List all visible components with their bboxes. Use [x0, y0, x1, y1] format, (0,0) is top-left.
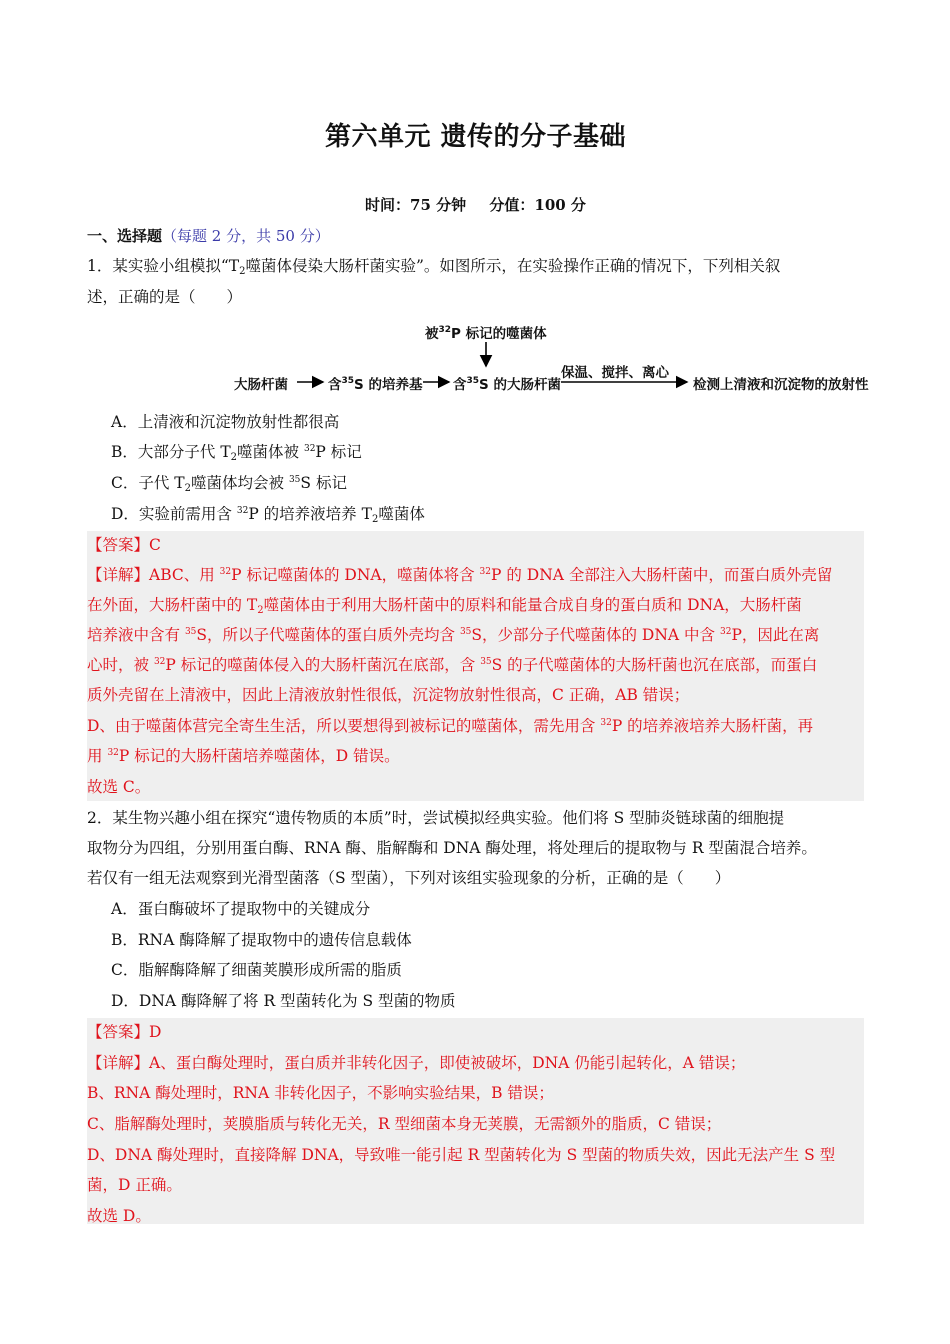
explain-sup: 32 [219, 567, 232, 577]
q1-option-b [111, 442, 362, 462]
diagram-step-label: 保温、搅拌、离心 [561, 365, 669, 381]
diagram-sup: 35 [341, 376, 355, 386]
diagram-sup: 32 [438, 325, 452, 335]
exam-time: 时间：75 分钟 [365, 196, 467, 214]
section-heading [87, 225, 330, 246]
explain-text: P 标记的噬菌体侵入的大肠杆菌沉在底部，含 [165, 656, 481, 674]
option-sup: 32 [303, 444, 316, 454]
q2-stem-line-2: 取物分为四组，分别用蛋白酶、RNA 酶、脂解酶和 DNA 酶处理，将处理后的提取物与 R 型菌混合培养。 [87, 839, 817, 857]
explain-sup: 32 [479, 567, 491, 577]
q1-stem-text: 噬菌体侵染大肠杆菌实验”。如图所示，在实验操作正确的情况下，下列相关叙 [245, 257, 781, 275]
q1-explain-line [87, 625, 819, 645]
explain-text: S 的子代噬菌体的大肠杆菌也沉在底部，而蛋白 [491, 656, 818, 674]
explain-text: D、由于噬菌体营完全寄生生活，所以要想得到被标记的噬菌体，需先用含 [87, 717, 601, 735]
explain-text: 培养液中含有 [87, 626, 185, 644]
exam-meta [87, 194, 864, 215]
exam-score: 分值：100 分 [489, 196, 586, 214]
q1-option-c [111, 473, 347, 493]
option-text: P 标记 [315, 443, 362, 461]
diagram-text: 含 [328, 377, 342, 393]
diagram-node-medium [328, 373, 422, 393]
explain-text: S，所以子代噬菌体的蛋白质外壳均含 [196, 626, 460, 644]
diagram-sup: 35 [466, 376, 480, 386]
option-sup: 32 [236, 506, 249, 516]
explain-text: 心时，被 [87, 656, 154, 674]
q1-experiment-diagram [147, 318, 869, 398]
q2-answer: 【答案】D [87, 1023, 162, 1041]
q2-explain-line: 【详解】A、蛋白酶处理时，蛋白质并非转化因子，即使被破坏，DNA 仍能引起转化，A 错误； [87, 1054, 746, 1072]
q1-stem-line-2: 述，正确的是（ ） [87, 288, 243, 306]
explain-text: 在外面，大肠杆菌中的 T [87, 596, 258, 614]
diagram-text: 含 [453, 377, 467, 393]
option-text: B．大部分子代 T [111, 443, 231, 461]
section-note: （每题 2 分，共 50 分） [162, 227, 330, 245]
diagram-top-label [425, 322, 547, 342]
q2-stem-line-3: 若仅有一组无法观察到光滑型菌落（S 型菌），下列对该组实验现象的分析，正确的是（ ） [87, 869, 731, 887]
explain-sup: 32 [153, 657, 166, 667]
q1-explain-line [87, 716, 813, 736]
option-text: D．实验前需用含 [111, 505, 237, 523]
explain-text: P 的培养液培养大肠杆菌，再 [611, 717, 814, 735]
q1-stem-text: 1．某实验小组模拟“T [87, 257, 240, 275]
q2-stem-line-1: 2．某生物兴趣小组在探究“遗传物质的本质”时，尝试模拟经典实验。他们将 S 型肺炎链球菌的细胞提 [87, 809, 785, 827]
explain-sup: 32 [107, 748, 119, 758]
explain-sup: 35 [459, 627, 472, 637]
diagram-node-labeled-ecoli [453, 373, 561, 393]
option-sub: 2 [371, 514, 379, 525]
q2-option-d: D．DNA 酶降解了将 R 型菌转化为 S 型菌的物质 [111, 992, 456, 1010]
option-text: S 标记 [300, 474, 347, 492]
q1-option-a: A．上清液和沉淀物放射性都很高 [111, 413, 340, 431]
explain-text: P，因此在离 [731, 626, 820, 644]
q2-option-a: A．蛋白酶破坏了提取物中的关键成分 [111, 900, 371, 918]
q2-option-b: B．RNA 酶降解了提取物中的遗传信息载体 [111, 931, 412, 949]
explain-sup: 35 [480, 657, 492, 667]
diagram-text: S 的培养基 [354, 377, 423, 393]
q1-explain-line [87, 746, 400, 766]
diagram-text: S 的大肠杆菌 [479, 377, 561, 393]
q1-explain-line [87, 595, 802, 615]
q2-explain-line: C、脂解酶处理时，荚膜脂质与转化无关，R 型细菌本身无荚膜，无需额外的脂质，C 错误； [87, 1115, 722, 1133]
explain-text: 【详解】ABC、用 [87, 566, 220, 584]
option-sup: 35 [288, 475, 301, 485]
page-title: 第六单元 遗传的分子基础 [324, 122, 627, 152]
q1-explain-line [87, 565, 832, 585]
explain-sup: 32 [719, 627, 732, 637]
q1-stem-sub: 2 [239, 266, 246, 277]
option-text: 噬菌体被 [237, 443, 304, 461]
q1-option-d [111, 504, 425, 524]
option-text: P 的培养液培养 T [248, 505, 372, 523]
option-sub: 2 [184, 483, 192, 494]
q2-conclusion: 故选 D。 [87, 1207, 151, 1225]
q2-explain-line: D、DNA 酶处理时，直接降解 DNA，导致唯一能引起 R 型菌转化为 S 型菌的物质失效，因此无法产生 S 型 [87, 1146, 836, 1164]
diagram-text: 被 [425, 326, 439, 342]
explain-text: P 的 DNA 全部注入大肠杆菌中，而蛋白质外壳留 [490, 566, 833, 584]
explain-sub: 2 [257, 605, 264, 616]
explain-text: 用 [87, 747, 108, 765]
explain-sup: 32 [600, 718, 612, 728]
q2-explain-line: B、RNA 酶处理时，RNA 非转化因子，不影响实验结果，B 错误； [87, 1084, 554, 1102]
q2-option-c: C．脂解酶降解了细菌荚膜形成所需的脂质 [111, 961, 402, 979]
q1-conclusion: 故选 C。 [87, 778, 151, 796]
q1-explain-line: 质外壳留在上清液中，因此上清液放射性很低，沉淀物放射性很高，C 正确，AB 错误； [87, 686, 690, 704]
option-text: 噬菌体均会被 [191, 474, 289, 492]
diagram-node-ecoli: 大肠杆菌 [234, 377, 288, 393]
explain-text: 噬菌体由于利用大肠杆菌中的原料和能量合成自身的蛋白质和 DNA，大肠杆菌 [263, 596, 802, 614]
q2-explain-line: 菌，D 正确。 [87, 1176, 182, 1194]
section-title: 一、选择题 [87, 227, 163, 245]
explain-text: P 标记的大肠杆菌培养噬菌体，D 错误。 [118, 747, 400, 765]
explain-text: S，少部分子代噬菌体的 DNA 中含 [471, 626, 720, 644]
explain-text: P 标记噬菌体的 DNA，噬菌体将含 [231, 566, 480, 584]
option-sub: 2 [230, 452, 238, 463]
q1-stem-line-1 [87, 256, 780, 276]
option-text: 噬菌体 [378, 505, 425, 523]
diagram-text: P 标记的噬菌体 [451, 326, 547, 342]
option-text: C．子代 T [111, 474, 185, 492]
explain-sup: 35 [184, 627, 197, 637]
q1-explain-line [87, 655, 817, 675]
q1-answer: 【答案】C [87, 536, 161, 554]
diagram-node-detect: 检测上清液和沉淀物的放射性 [693, 377, 869, 393]
